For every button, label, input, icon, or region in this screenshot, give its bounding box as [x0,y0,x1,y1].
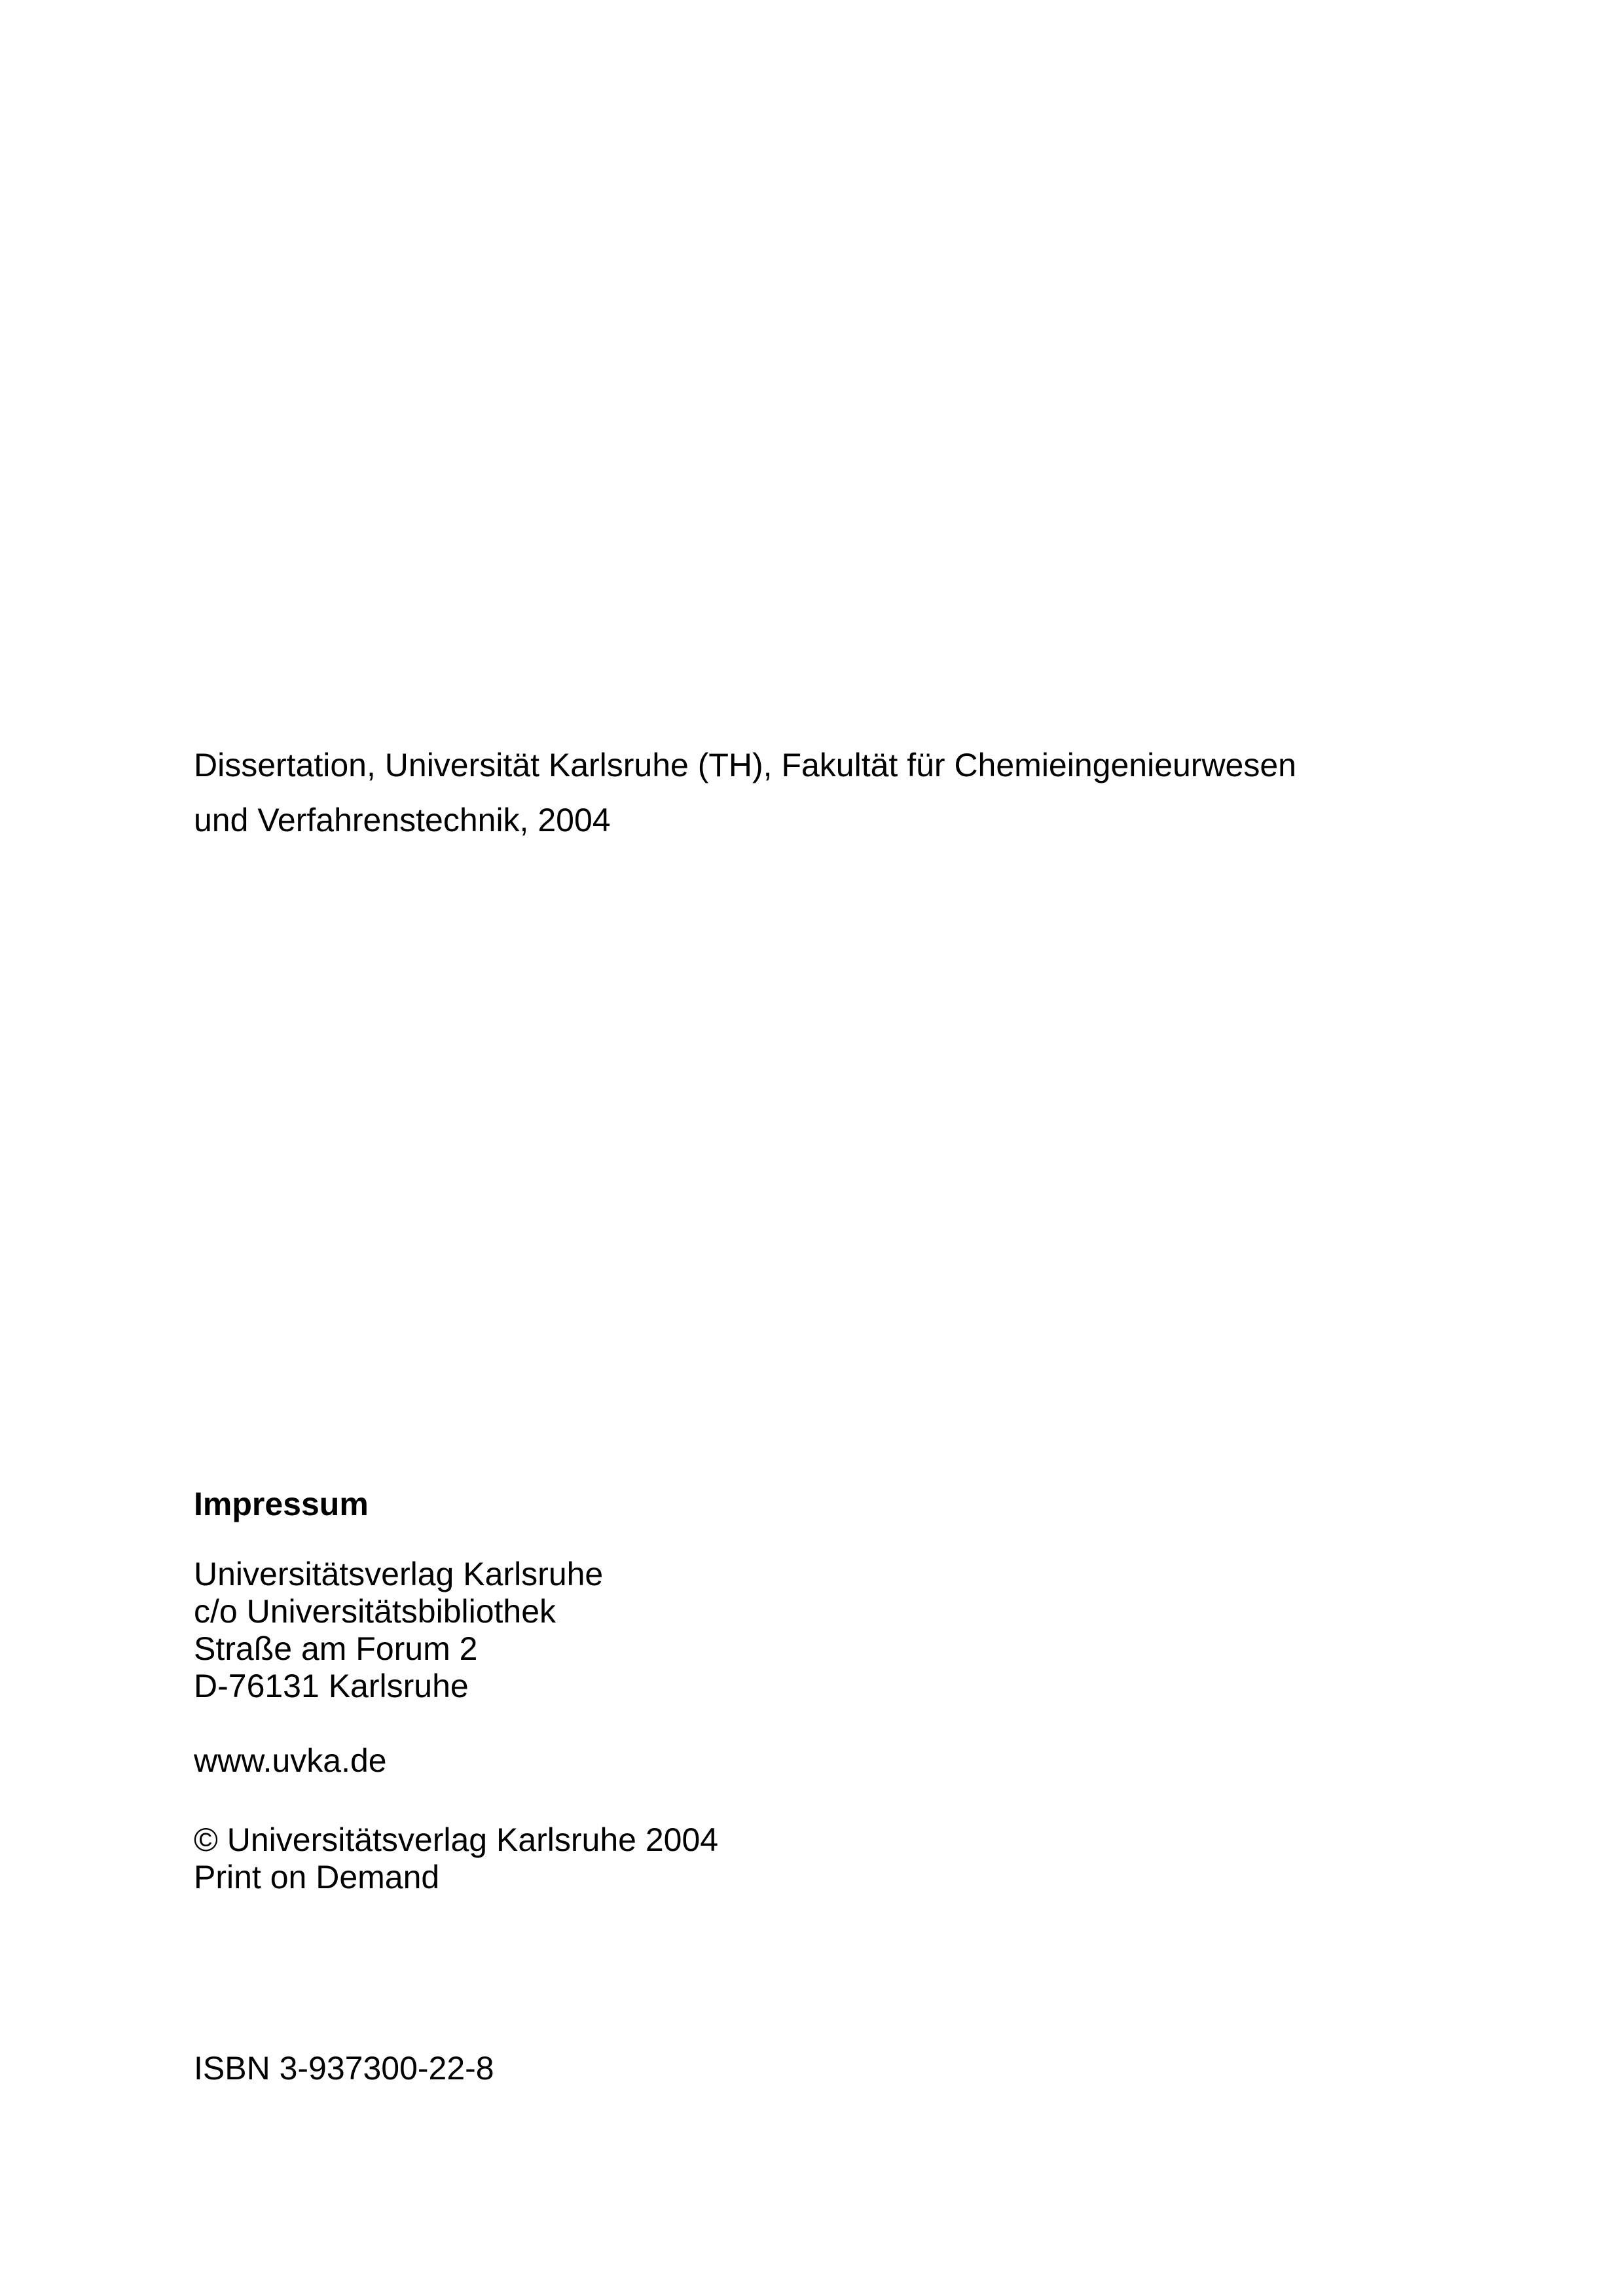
publisher-address [194,1556,603,1705]
address-line-publisher: Universitätsverlag Karlsruhe [194,1556,604,1592]
dissertation-line-1: Dissertation, Universität Karlsruhe (TH), Fakultät für Chemieingenieurwesen [194,747,1296,783]
address-line-city: D-76131 Karlsruhe [194,1668,469,1704]
print-on-demand-line: Print on Demand [194,1859,440,1895]
impressum-heading: Impressum [194,1486,369,1522]
isbn: ISBN 3-937300-22-8 [194,2050,494,2087]
copyright-line: © Universitätsverlag Karlsruhe 2004 [194,1821,719,1858]
dissertation-line-2: und Verfahrenstechnik, 2004 [194,802,611,838]
address-line-street: Straße am Forum 2 [194,1630,478,1667]
publisher-website: www.uvka.de [194,1742,387,1779]
dissertation-note [194,738,1296,848]
copyright-block [194,1821,718,1896]
address-line-care-of: c/o Universitätsbibliothek [194,1593,556,1630]
